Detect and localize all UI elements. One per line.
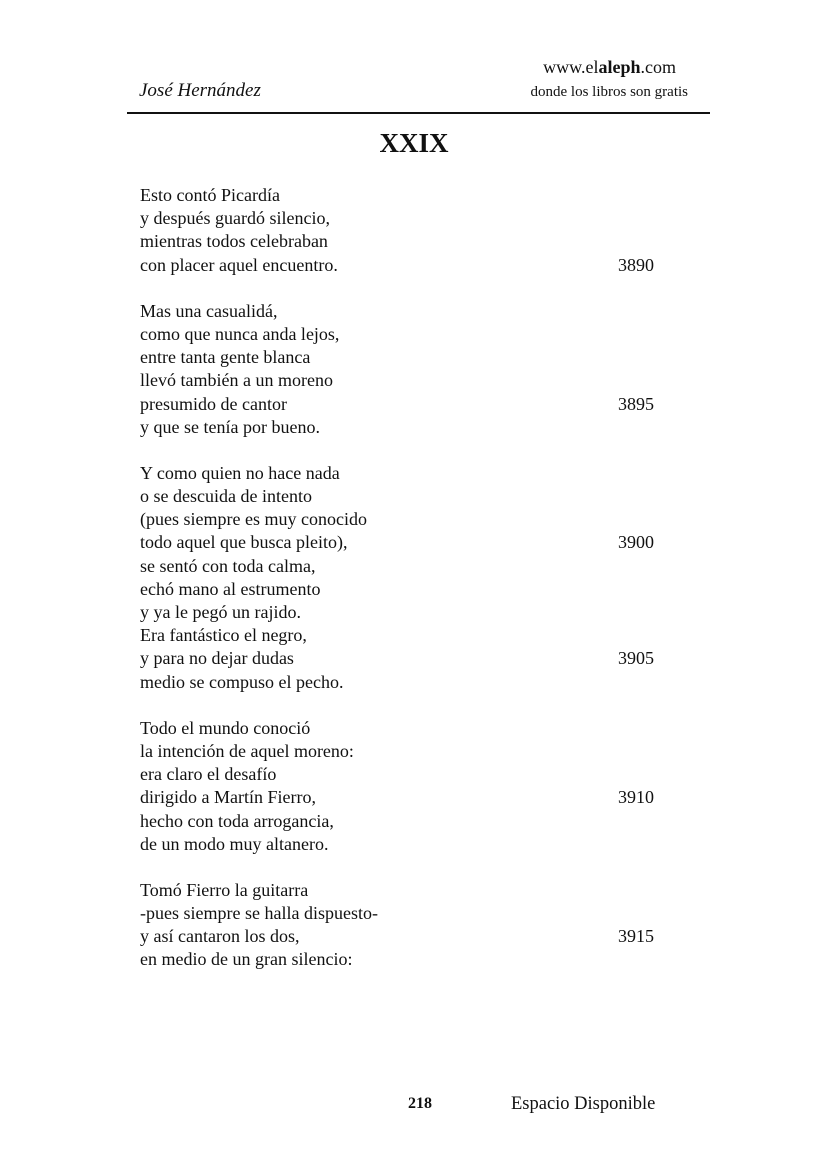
verse-text: (pues siempre es muy conocido [140,509,367,530]
verse-line [140,717,700,740]
verse-line [140,393,700,416]
verse-line [140,902,700,925]
verse-line [140,948,700,971]
poem-body [140,184,700,995]
verse-line [140,184,700,207]
header-divider [127,112,710,114]
verse-text: Mas una casualidá, [140,300,278,321]
verse-text: como que nunca anda lejos, [140,323,340,344]
page-header [127,55,710,115]
stanza [140,717,700,856]
verse-line [140,207,700,230]
verse-text: llevó también a un moreno [140,370,333,391]
page-number: 218 [408,1095,432,1112]
verse-line [140,323,700,346]
verse-text: mientras todos celebraban [140,231,328,252]
verse-line [140,624,700,647]
verse-text: y ya le pegó un rajido. [140,602,301,622]
verse-text: -pues siempre se halla dispuesto- [140,903,378,924]
verse-line [140,647,700,670]
verse-line [140,833,700,856]
verse-line [140,925,700,948]
line-number: 3915 [618,926,654,947]
verse-line [140,601,700,624]
site-tagline: donde los libros son gratis [530,84,688,100]
line-number: 3890 [618,254,654,275]
site-url-suffix: .com [640,57,676,77]
verse-text: Tomó Fierro la guitarra [140,879,309,900]
verse-line [140,508,700,531]
line-number: 3900 [618,532,654,553]
verse-line [140,369,700,392]
verse-line [140,763,700,786]
verse-line [140,462,700,485]
verse-line [140,254,700,277]
verse-text: Era fantástico el negro, [140,625,307,646]
verse-line [140,555,700,578]
verse-text: Esto contó Picardía [140,185,280,205]
site-url[interactable] [543,57,676,78]
verse-text: echó mano al estrumento [140,578,321,599]
verse-text: entre tanta gente blanca [140,347,311,368]
verse-line [140,485,700,508]
verse-text: Todo el mundo conoció [140,717,311,738]
verse-text: presumido de cantor [140,393,287,414]
verse-line [140,810,700,833]
author-name: José Hernández [139,80,261,101]
chapter-title: XXIX [379,128,449,158]
verse-text: y para no dejar dudas [140,648,294,669]
verse-line [140,671,700,694]
verse-text: dirigido a Martín Fierro, [140,787,316,808]
verse-line [140,879,700,902]
verse-text: en medio de un gran silencio: [140,949,353,970]
stanza [140,184,700,277]
verse-line [140,531,700,554]
site-url-bold: aleph [598,57,641,77]
verse-text: con placer aquel encuentro. [140,254,338,275]
verse-text: o se descuida de intento [140,486,312,507]
stanza [140,879,700,972]
verse-line [140,416,700,439]
stanza [140,300,700,439]
verse-text: medio se compuso el pecho. [140,671,344,692]
verse-text: la intención de aquel moreno: [140,740,354,761]
verse-text: Y como quien no hace nada [140,462,340,483]
verse-line [140,786,700,809]
line-number: 3895 [618,393,654,414]
site-url-prefix: www.el [543,57,599,77]
footer-note: Espacio Disponible [511,1094,656,1114]
verse-text: y que se tenía por bueno. [140,416,320,437]
verse-text: se sentó con toda calma, [140,555,316,576]
verse-text: y después guardó silencio, [140,208,330,229]
verse-line [140,346,700,369]
verse-text: era claro el desafío [140,764,277,785]
verse-line [140,230,700,253]
verse-line [140,578,700,601]
line-number: 3910 [618,787,654,808]
verse-text: de un modo muy altanero. [140,833,329,854]
stanza [140,462,700,694]
verse-line [140,300,700,323]
line-number: 3905 [618,648,654,669]
verse-text: hecho con toda arrogancia, [140,810,334,831]
verse-text: todo aquel que busca pleito), [140,532,348,553]
verse-line [140,740,700,763]
verse-text: y así cantaron los dos, [140,926,300,947]
